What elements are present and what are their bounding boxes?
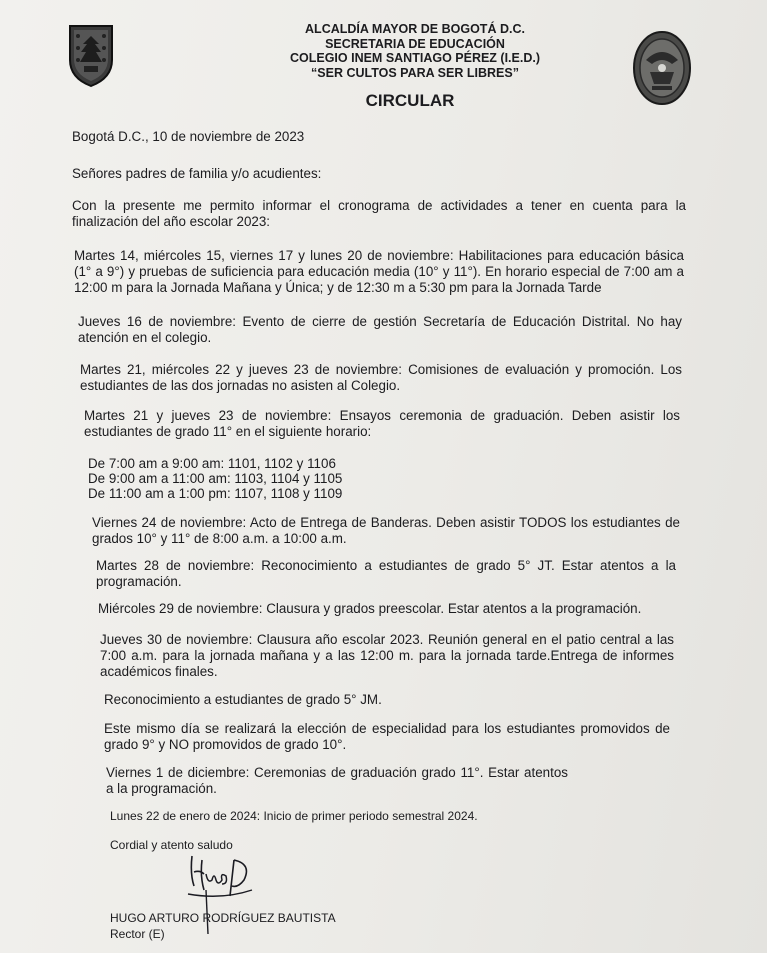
schedule-line-1: De 7:00 am a 9:00 am: 1101, 1102 y 1106 [88,456,336,471]
header-line-2: SECRETARIA DE EDUCACIÓN [325,36,505,51]
item-entrega-banderas: Viernes 24 de noviembre: Acto de Entrega de Banderas. Deben asistir TODOS los estudiantes de grados 10° y 11° de 8:00 a.m. a 10:00 a.m. [92,515,680,546]
item-clausura-ano: Jueves 30 de noviembre: Clausura año escolar 2023. Reunión general en el patio central a las 7:00 a.m. para la jornada mañana y a las 12:00 m. para la jornada tarde.Entrega de informes académicos finales. [100,632,674,679]
signer-name: HUGO ARTURO RODRÍGUEZ BAUTISTA [110,911,336,925]
institution-header [250,22,580,80]
item-reconocimiento-jm: Reconocimiento a estudiantes de grado 5° JM. [104,692,382,707]
item-clausura-preescolar: Miércoles 29 de noviembre: Clausura y grados preescolar. Estar atentos a la programación. [98,601,642,616]
item-cierre-gestion: Jueves 16 de noviembre: Evento de cierre de gestión Secretaría de Educación Distrital. No hay atención en el colegio. [78,314,682,345]
bogota-coat-of-arms-icon [66,22,116,88]
item-inicio-periodo: Lunes 22 de enero de 2024: Inicio de primer periodo semestral 2024. [110,809,478,823]
document-title: CIRCULAR [365,91,455,110]
item-ceremonias-graduacion: Viernes 1 de diciembre: Ceremonias de graduación grado 11°. Estar atentos a la programación. [106,765,568,796]
intro-paragraph: Con la presente me permito informar el cronograma de actividades a tener en cuenta para la finalización del año escolar 2023: [72,198,686,229]
item-eleccion-especialidad: Este mismo día se realizará la elección de especialidad para los estudiantes promovidos de grado 9° y NO promovidos de grado 10°. [104,721,670,752]
item-reconocimiento-jt: Martes 28 de noviembre: Reconocimiento a estudiantes de grado 5° JT. Estar atentos a la programación. [96,558,676,589]
closing-salutation: Cordial y atento saludo [110,838,233,852]
schedule-line-3: De 11:00 am a 1:00 pm: 1107, 1108 y 1109 [88,486,343,501]
header-line-4: “SER CULTOS PARA SER LIBRES” [311,65,519,80]
item-ensayos-graduacion: Martes 21 y jueves 23 de noviembre: Ensayos ceremonia de graduación. Deben asistir los estudiantes de grado 11° en el siguiente horario: [84,408,680,439]
item-habilitaciones: Martes 14, miércoles 15, viernes 17 y lunes 20 de noviembre: Habilitaciones para educación básica (1° a 9°) y pruebas de suficiencia para educación media (10° y 11°). En horario especial de 7:00 am a 12:00 m para la Jornada Mañana y Única; y de 12:30 m a 5:30 pm para la Jornada Tarde [74,248,684,295]
signer-role: Rector (E) [110,927,165,941]
date-line: Bogotá D.C., 10 de noviembre de 2023 [72,129,305,144]
item-comisiones: Martes 21, miércoles 22 y jueves 23 de noviembre: Comisiones de evaluación y promoción. Los estudiantes de las dos jornadas no asisten al Colegio. [80,362,682,393]
school-seal-icon [632,30,692,106]
greeting: Señores padres de familia y/o acudientes: [72,166,322,181]
header-line-1: ALCALDÍA MAYOR DE BOGOTÁ D.C. [305,22,525,36]
header-line-3: COLEGIO INEM SANTIAGO PÉREZ (I.E.D.) [289,51,540,65]
schedule-line-2: De 9:00 am a 11:00 am: 1103, 1104 y 1105 [88,471,343,486]
